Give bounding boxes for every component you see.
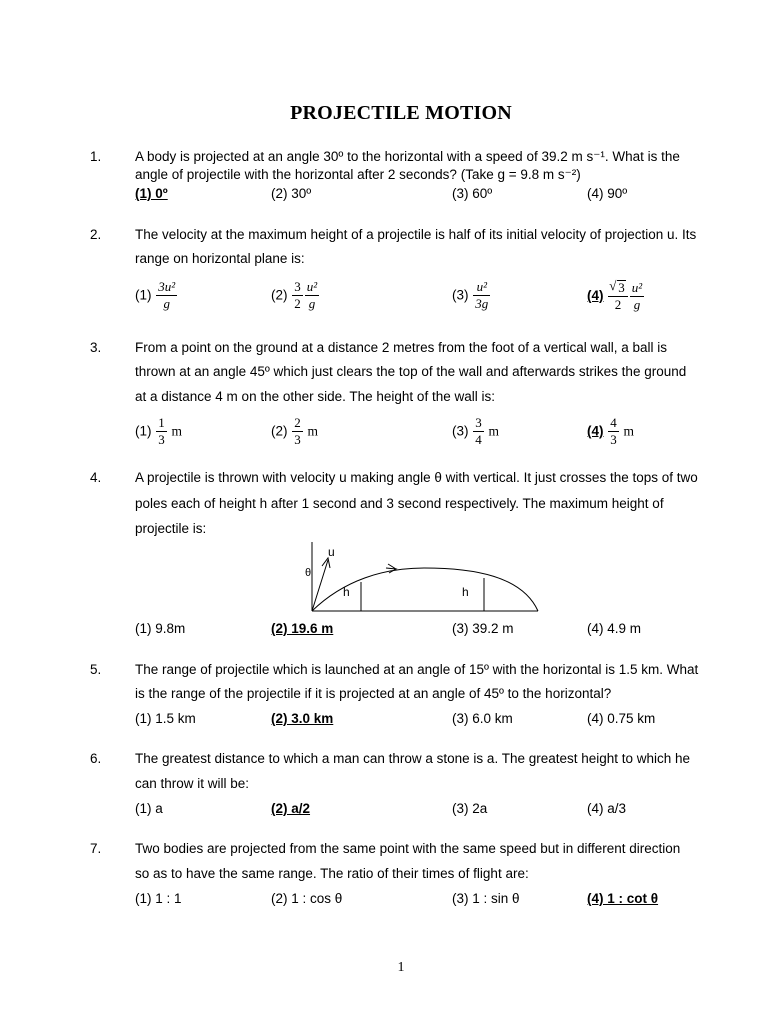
option-4: (4) 90º <box>587 186 628 201</box>
fraction-denominator: 3 <box>158 432 165 448</box>
fraction <box>630 281 644 313</box>
question-text: projectile is: <box>135 521 207 536</box>
option-2: (2) a/2 <box>271 801 311 816</box>
fraction-coefficient: $\frac{3}{2}$ <box>294 279 301 312</box>
question-text: Two bodies are projected from the same point with the same speed but in different direction <box>135 841 681 856</box>
option-1 <box>135 416 182 448</box>
option-label: (4) <box>587 287 604 303</box>
fraction <box>156 280 177 312</box>
option-1: (1) a <box>135 801 163 816</box>
question-text: poles each of height h after 1 second and 3 second respectively. The maximum height of <box>135 496 664 511</box>
option-3: (3) 39.2 m <box>452 621 514 636</box>
unit: m <box>623 423 635 439</box>
question-text: angle of projectile with the horizontal after 2 seconds? (Take g = 9.8 m s⁻²) <box>135 167 581 182</box>
option-1: (1) 1 : 1 <box>135 891 182 906</box>
fraction <box>292 416 303 448</box>
fraction <box>473 280 490 312</box>
fraction-denominator: g <box>633 296 641 312</box>
option-3 <box>452 280 491 312</box>
page-title: PROJECTILE MOTION <box>290 102 512 124</box>
fraction-numerator: 1 <box>156 416 167 432</box>
fraction-denominator: 4 <box>475 432 482 448</box>
fraction-denominator: g <box>308 296 316 312</box>
option-4: (4) 1 : cot θ <box>587 891 659 906</box>
fraction-denominator: 3g <box>475 296 489 312</box>
fraction-numerator: u² <box>306 279 318 294</box>
question-text: From a point on the ground at a distance 2 metres from the foot of a vertical wall, a ball is <box>135 340 668 355</box>
fraction-numerator: u² <box>476 279 487 294</box>
option-4: (4) 0.75 km <box>587 711 656 726</box>
option-label: (3) <box>452 287 469 303</box>
fraction-numerator: 3u² <box>158 279 176 294</box>
unit: m <box>488 423 500 439</box>
option-2: (2) 30º <box>271 186 312 201</box>
question-text: thrown at an angle 45º which just clears the top of the wall and afterwards strikes the ground <box>135 364 687 379</box>
option-label: (2) <box>271 423 288 439</box>
fraction <box>473 416 484 448</box>
page-number: 1 <box>397 960 405 975</box>
question-text: A projectile is thrown with velocity u making angle θ with vertical. It just crosses the tops of two <box>135 470 698 485</box>
angle-label: θ <box>305 567 312 579</box>
option-1: (1) 1.5 km <box>135 711 196 726</box>
option-label: (1) <box>135 423 152 439</box>
option-4: (4) 4.9 m <box>587 621 642 636</box>
option-label: (4) <box>587 423 604 439</box>
option-2: (2) 3.0 km <box>271 711 334 726</box>
question-number: 7. <box>90 841 102 856</box>
option-label: (3) <box>452 423 469 439</box>
unit: m <box>307 423 319 439</box>
projectile-diagram <box>304 538 544 618</box>
option-2 <box>271 280 320 312</box>
question-number: 5. <box>90 662 102 677</box>
option-label: (1) <box>135 287 152 303</box>
question-text: so as to have the same range. The ratio of their times of flight are: <box>135 866 529 881</box>
option-1: (1) 9.8m <box>135 621 186 636</box>
option-2: (2) 19.6 m <box>271 621 334 636</box>
velocity-label: u <box>328 545 335 559</box>
unit: m <box>171 423 183 439</box>
fraction-numerator: u² <box>631 279 643 295</box>
fraction-denominator: 3 <box>294 432 301 448</box>
question-number: 1. <box>90 149 102 164</box>
question-number: 3. <box>90 340 102 355</box>
fraction-denominator: 3 <box>610 432 617 448</box>
fraction <box>156 416 167 448</box>
question-text: A body is projected at an angle 30º to the horizontal with a speed of 39.2 m s⁻¹. What is the <box>135 149 680 164</box>
pole-2-label: h <box>462 585 469 599</box>
option-1: (1) 0º <box>135 186 168 201</box>
question-text: The velocity at the maximum height of a projectile is half of its initial velocity of projection u. Its <box>135 227 697 242</box>
option-label: (2) <box>271 287 288 303</box>
fraction <box>608 416 619 448</box>
fraction-numerator: 4 <box>608 416 619 432</box>
option-4 <box>587 416 634 448</box>
question-text: The range of projectile which is launched at an angle of 15º with the horizontal is 1.5 km. What <box>135 662 699 677</box>
fraction-coefficient: √ $\frac{3}{2}$ <box>608 280 628 313</box>
question-text: can throw it will be: <box>135 776 250 791</box>
option-3: (3) 6.0 km <box>452 711 513 726</box>
question-number: 2. <box>90 227 102 242</box>
option-4 <box>587 280 645 313</box>
option-3: (3) 2a <box>452 801 488 816</box>
option-1 <box>135 280 178 312</box>
fraction-numerator: 2 <box>292 416 303 432</box>
fraction-denominator: g <box>163 296 170 312</box>
question-text: is the range of the projectile if it is projected at an angle of 45º to the horizontal? <box>135 686 612 701</box>
option-2 <box>271 416 318 448</box>
fraction-numerator: 3 <box>473 416 484 432</box>
option-3: (3) 1 : sin θ <box>452 891 520 906</box>
question-text: The greatest distance to which a man can throw a stone is a. The greatest height to which he <box>135 751 691 766</box>
option-4: (4) a/3 <box>587 801 627 816</box>
pole-1-label: h <box>343 585 350 599</box>
question-text: at a distance 4 m on the other side. The height of the wall is: <box>135 389 495 404</box>
option-2: (2) 1 : cos θ <box>271 891 343 906</box>
question-number: 6. <box>90 751 102 766</box>
option-3 <box>452 416 499 448</box>
fraction <box>305 280 319 312</box>
question-number: 4. <box>90 470 102 485</box>
option-3: (3) 60º <box>452 186 493 201</box>
question-text: range on horizontal plane is: <box>135 251 305 266</box>
